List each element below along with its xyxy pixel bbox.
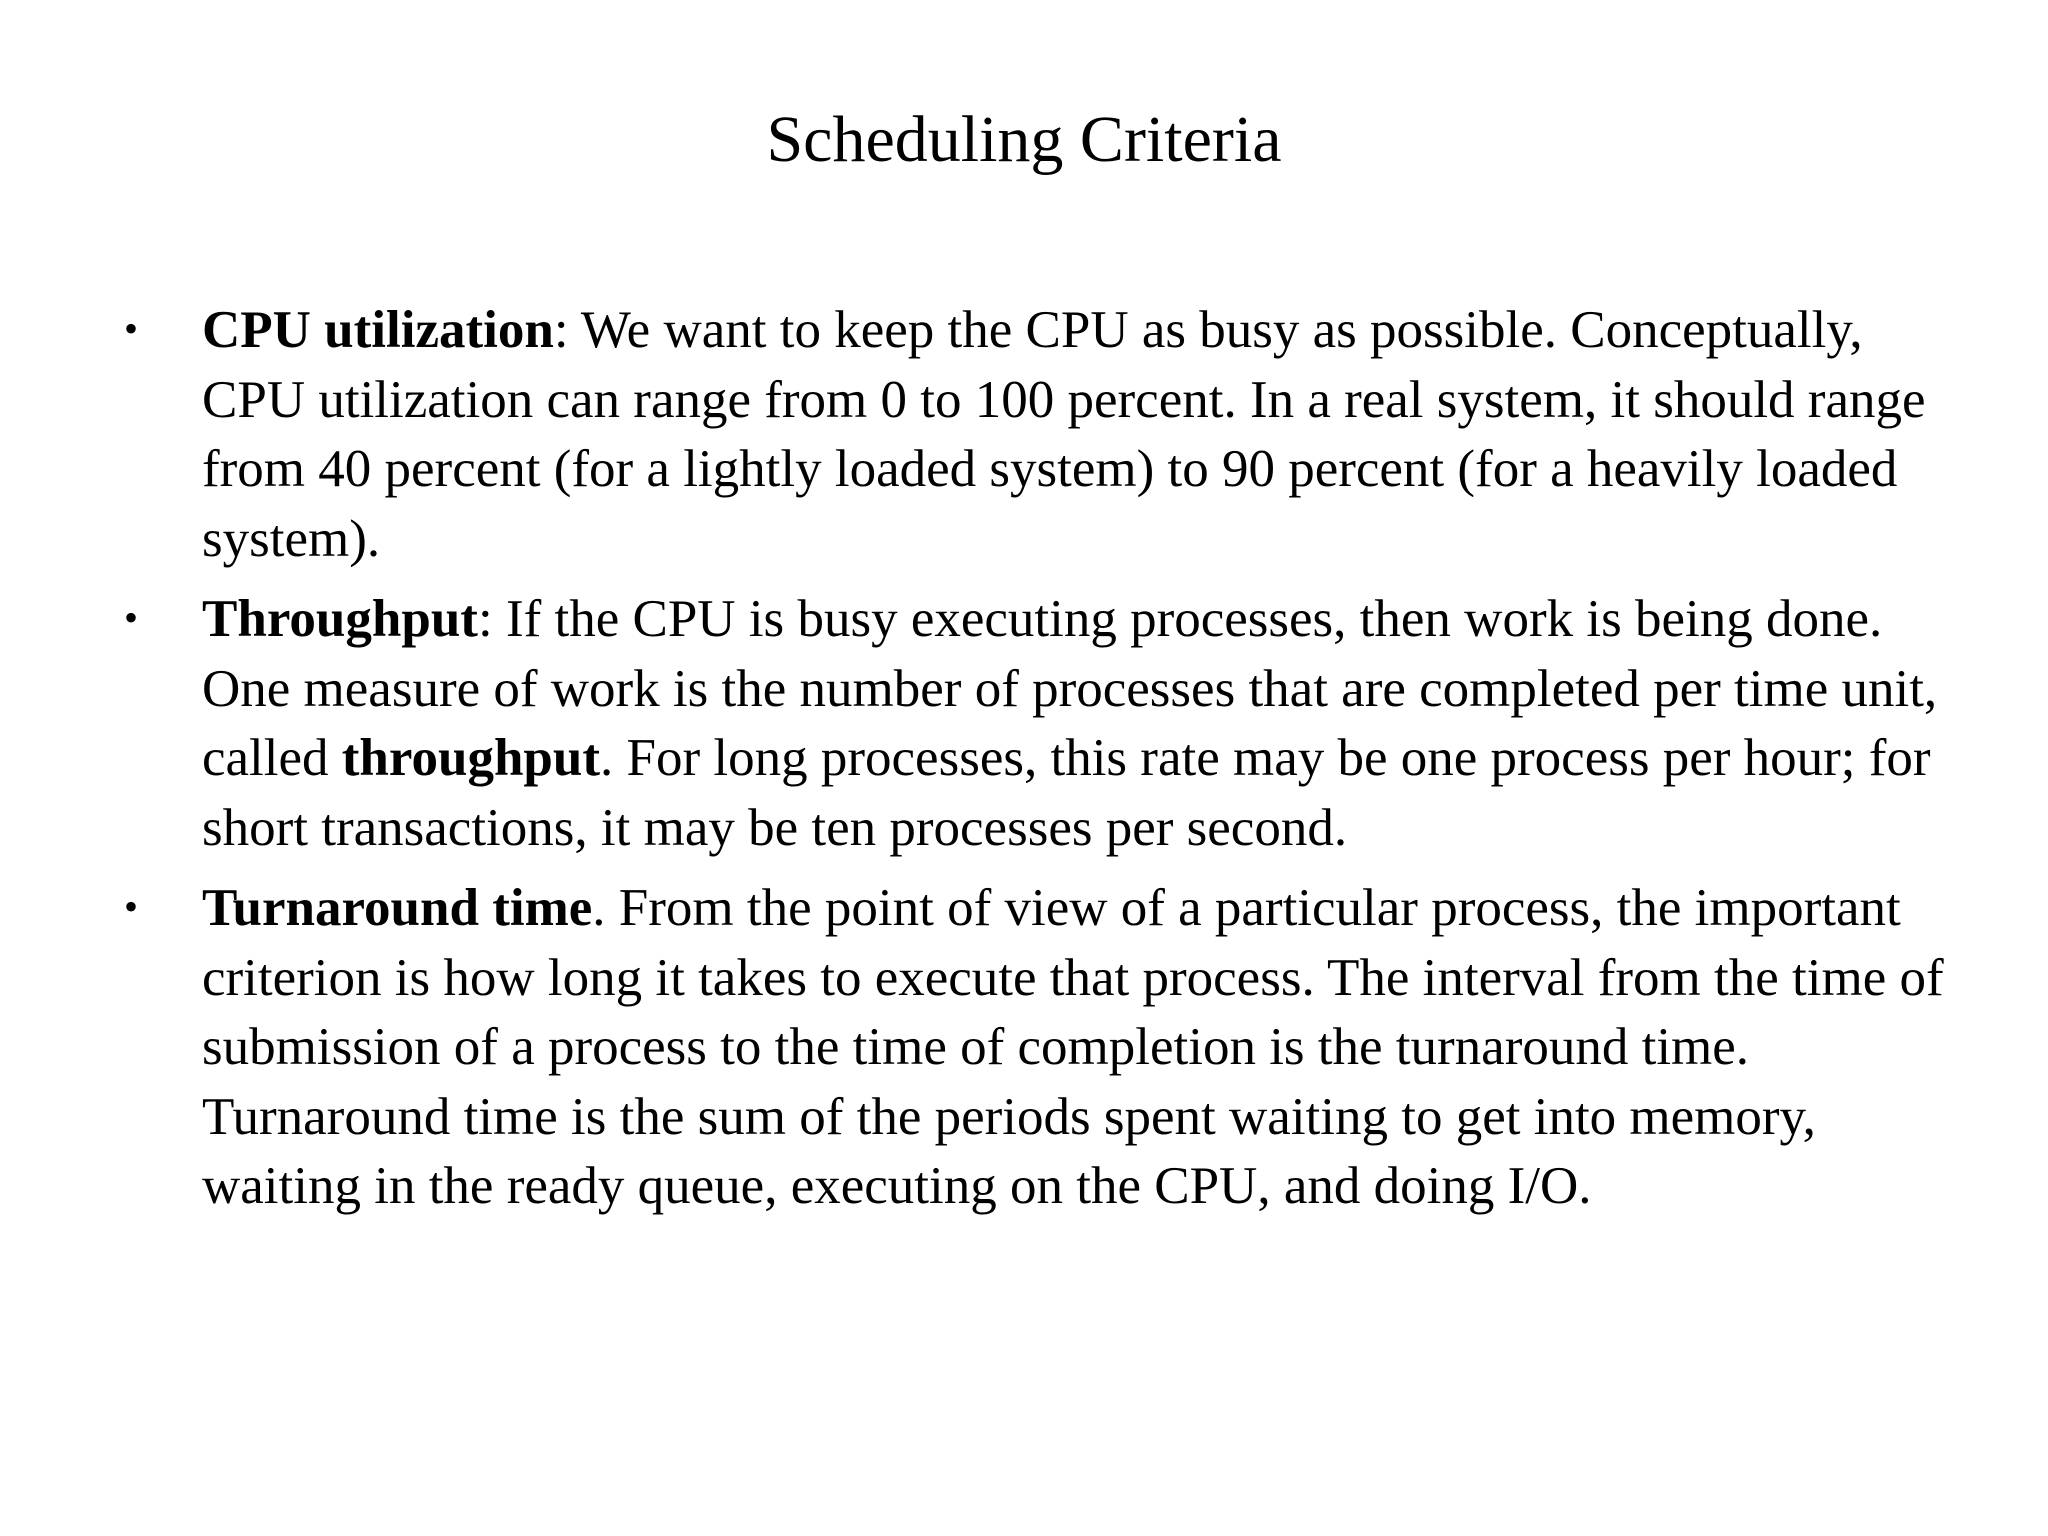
bullet-dot-icon: •	[124, 595, 139, 640]
bullet-throughput	[120, 585, 1960, 863]
term-turnaround-time: Turnaround time	[202, 879, 593, 937]
inline-bold-throughput: throughput	[341, 729, 601, 787]
bullet-text-before: If the CPU is busy executing processes, then work is being done. One measure of work is the number of processes that are completed per time unit, called	[202, 590, 1938, 787]
bullet-text: From the point of view of a particular process, the important criterion is how long it takes to execute that process. The interval from the time of submission of a process to the time of completion is the turnaround time. Turnaround time is the sum of the periods spent waiting to get into memory, waiting in the ready queue, executing on the CPU, and doing I/O.	[202, 879, 1944, 1215]
bullet-list	[120, 296, 1960, 1233]
term-cpu-utilization: CPU utilization	[202, 301, 554, 359]
bullet-dot-icon: •	[124, 884, 139, 929]
bullet-turnaround-time	[120, 874, 1960, 1222]
term-throughput: Throughput	[202, 590, 478, 648]
term-separator: .	[592, 879, 619, 937]
term-separator: :	[477, 590, 506, 648]
bullet-text: We want to keep the CPU as busy as possible. Conceptually, CPU utilization can range from 0 to 100 percent. In a real system, it should range from 40 percent (for a lightly loaded system) to 90 percent (for a heavily loaded system).	[202, 301, 1926, 568]
bullet-dot-icon: •	[124, 306, 139, 351]
bullet-text-after: . For long processes, this rate may be one process per hour; for short transactions, it may be ten processes per second.	[202, 729, 1931, 857]
term-separator: :	[553, 301, 581, 359]
bullet-cpu-utilization	[120, 296, 1960, 574]
slide-title: Scheduling Criteria	[766, 103, 1282, 176]
